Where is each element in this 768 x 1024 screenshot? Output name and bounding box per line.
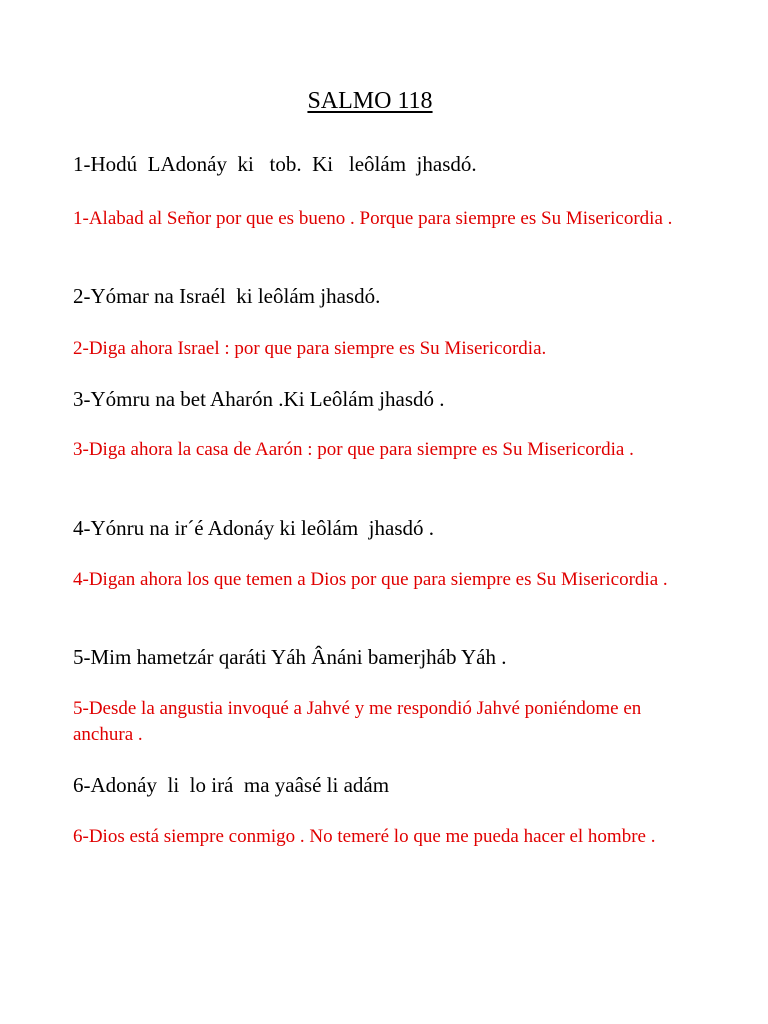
verse-6-translation: 6-Dios está siempre conmigo . No temeré lo que me pueda hacer el hombre .	[73, 826, 656, 847]
verse-2-translation: 2-Diga ahora Israel : por que para siempre es Su Misericordia.	[73, 338, 547, 359]
verse-1-hebrew: 1-Hodú LAdonáy ki tob. Ki leôlám jhasdó.	[73, 152, 477, 176]
page-title: SALMO 118	[307, 88, 433, 114]
verse-1-translation: 1-Alabad al Señor por que es bueno . Porque para siempre es Su Misericordia .	[73, 208, 673, 229]
verse-3-translation: 3-Diga ahora la casa de Aarón : por que para siempre es Su Misericordia .	[73, 439, 634, 460]
verse-6-hebrew: 6-Adonáy li lo irá ma yaâsé li adám	[73, 773, 390, 797]
verse-5-translation: 5-Desde la angustia invoqué a Jahvé y me respondió Jahvé poniéndome en anchura .	[73, 698, 642, 745]
verse-4-translation: 4-Digan ahora los que temen a Dios por que para siempre es Su Misericordia .	[73, 569, 668, 590]
verse-4-hebrew: 4-Yónru na ir´é Adonáy ki leôlám jhasdó .	[73, 516, 434, 540]
verse-3-hebrew: 3-Yómru na bet Aharón .Ki Leôlám jhasdó .	[73, 387, 445, 411]
verse-5-hebrew: 5-Mim hametzár qaráti Yáh Ânáni bamerjháb Yáh .	[73, 645, 507, 669]
verse-2-hebrew: 2-Yómar na Israél ki leôlám jhasdó.	[73, 284, 381, 308]
